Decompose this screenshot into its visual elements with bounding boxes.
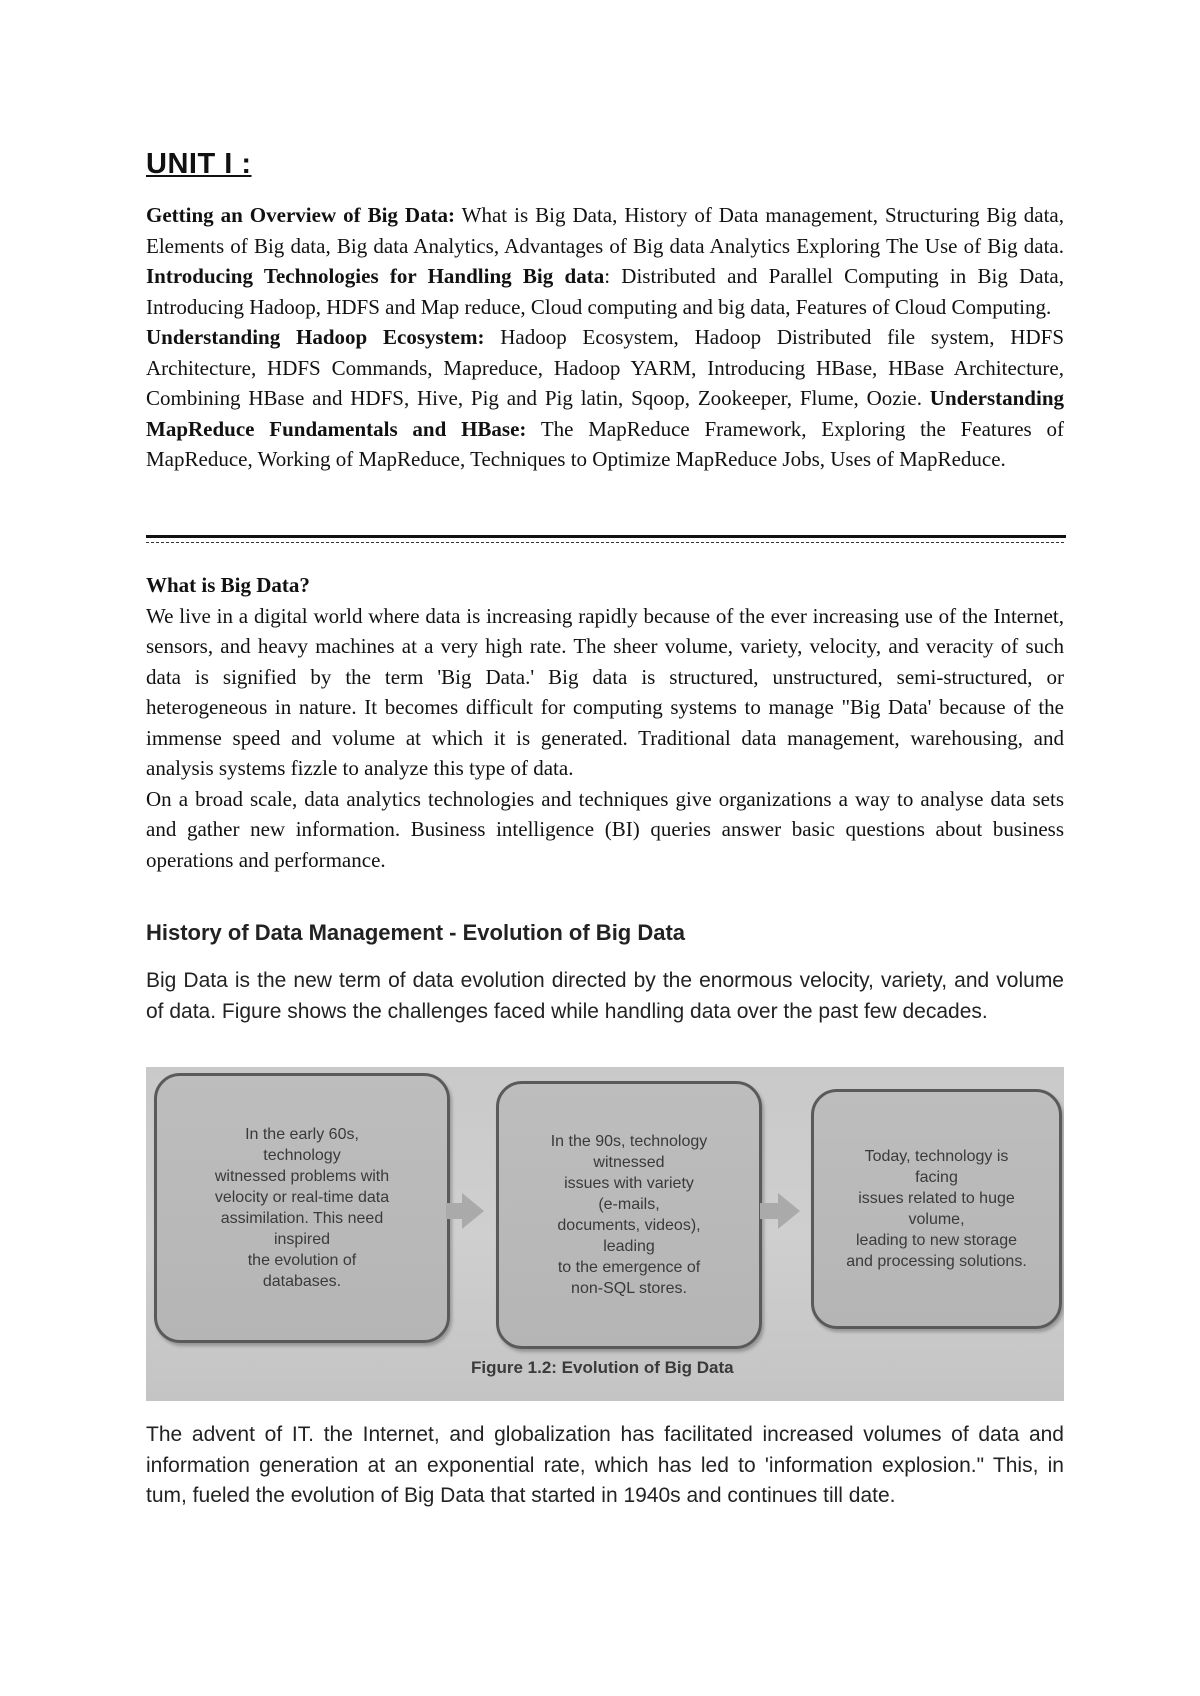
- history-intro: [146, 966, 1064, 1027]
- what-is-big-data-heading: What is Big Data?: [146, 573, 310, 597]
- box-line: technology: [263, 1147, 341, 1164]
- syllabus-paragraph-2: [146, 322, 1064, 475]
- box-line: leading to new storage: [856, 1232, 1017, 1249]
- outro-paragraph: The advent of IT. the Internet, and globalization has facilitated increased volumes of data and information generation at an exponential rate, which has led to 'information explosion." This, in tum, fueled the evolution of Big Data that started in 1940s and continues till date.: [146, 1423, 1064, 1507]
- box-line: documents, videos),: [557, 1217, 701, 1234]
- evolution-figure: [146, 1067, 1064, 1401]
- what-is-big-data-paragraph-1: We live in a digital world where data is increasing rapidly because of the ever increasing use of the Internet, sensors, and heavy machines at a very high rate. The sheer volume, variety, velocity, and veracity of such data is signified by the term 'Big Data.' Big data is structured, unstructured, semi-structured, or heterogeneous in nature. It becomes difficult for computing systems to manage "Big Data' because of the immense speed and volume at which it is generated. Traditional data management, warehousing, and analysis systems fizzle to analyze this type of data.: [146, 603, 1064, 780]
- box-line: non-SQL stores.: [571, 1280, 687, 1297]
- box-line: witnessed problems with: [214, 1168, 390, 1185]
- figure-box-today: [811, 1089, 1062, 1329]
- history-heading: History of Data Management - Evolution of Big Data: [146, 920, 686, 945]
- what-is-big-data-paragraph-2: On a broad scale, data analytics technologies and techniques give organizations a way to analyse data sets and gather new information. Business intelligence (BI) queries answer basic questions about business operations and performance.: [146, 786, 1064, 872]
- history-paragraph: Big Data is the new term of data evolution directed by the enormous velocity, variety, and volume of data. Figure shows the challenges faced while handling data over the past few decades.: [146, 969, 1064, 1023]
- outro-block: [146, 1420, 1064, 1512]
- figure-box-today-text: [846, 1146, 1027, 1272]
- box-line: (e-mails,: [598, 1196, 660, 1213]
- box-line: issues with variety: [564, 1175, 694, 1192]
- figure-box-60s-text: [215, 1124, 389, 1292]
- syllabus-paragraph-1: [146, 200, 1064, 322]
- figure-caption: Figure 1.2: Evolution of Big Data: [471, 1358, 734, 1377]
- figure-box-60s: [154, 1073, 450, 1343]
- syllabus-heading-mapreduce: Understanding MapReduce Fundamentals and HBase:: [146, 386, 1064, 441]
- syllabus-text-technologies: : Distributed and Parallel Computing in Big Data, Introducing Hadoop, HDFS and Map reduce, Cloud computing and big data, Features of Cloud Computing.: [146, 264, 1064, 319]
- box-line: In the 90s, technology: [550, 1133, 708, 1150]
- arrow-shaft-2: [760, 1203, 780, 1219]
- solid-divider: [146, 535, 1066, 538]
- syllabus-text-mapreduce: The MapReduce Framework, Exploring the Features of MapReduce, Working of MapReduce, Techniques to Optimize MapReduce Jobs, Uses of MapReduce.: [146, 416, 1064, 471]
- box-line: issues related to huge: [858, 1190, 1015, 1207]
- figure-box-90s: [496, 1081, 762, 1349]
- syllabus-text-hadoop: Hadoop Ecosystem, Hadoop Distributed file system, HDFS Architecture, HDFS Commands, Mapreduce, Hadoop YARM, Introducing HBase, HBase Architecture, Combining HBase and HDFS, Hive, Pig and Pig latin, Sqoop, Zookeeper, Flume, Oozie.: [146, 325, 1064, 410]
- box-line: databases.: [262, 1273, 342, 1290]
- arrow-right-icon: [462, 1193, 484, 1229]
- box-line: the evolution of: [247, 1252, 357, 1269]
- box-line: Today, technology is: [864, 1148, 1009, 1165]
- box-line: inspired: [273, 1231, 330, 1248]
- syllabus-heading-overview: Getting an Overview of Big Data:: [146, 203, 456, 227]
- what-is-big-data-section: [146, 570, 1064, 875]
- box-line: velocity or real-time data: [214, 1189, 390, 1206]
- unit-title: UNIT I :: [146, 148, 252, 180]
- box-line: In the early 60s,: [245, 1126, 359, 1143]
- box-line: facing: [915, 1169, 958, 1186]
- box-line: and processing solutions.: [846, 1253, 1027, 1270]
- dashed-divider: [146, 542, 1064, 545]
- syllabus-text-overview: What is Big Data, History of Data management, Structuring Big data, Elements of Big data, Big data Analytics, Advantages of Big data Analytics Exploring The Use of Big data.: [146, 203, 1064, 258]
- arrow-right-icon: [778, 1193, 800, 1229]
- figure-box-90s-text: [551, 1131, 708, 1299]
- box-line: leading: [603, 1238, 655, 1255]
- box-line: to the emergence of: [557, 1259, 701, 1276]
- box-line: volume,: [908, 1211, 965, 1228]
- syllabus-block: [146, 200, 1064, 475]
- syllabus-heading-hadoop: Understanding Hadoop Ecosystem:: [146, 325, 485, 349]
- syllabus-heading-technologies: Introducing Technologies for Handling Big data: [146, 264, 605, 288]
- box-line: witnessed: [593, 1154, 665, 1171]
- box-line: assimilation. This need: [220, 1210, 384, 1227]
